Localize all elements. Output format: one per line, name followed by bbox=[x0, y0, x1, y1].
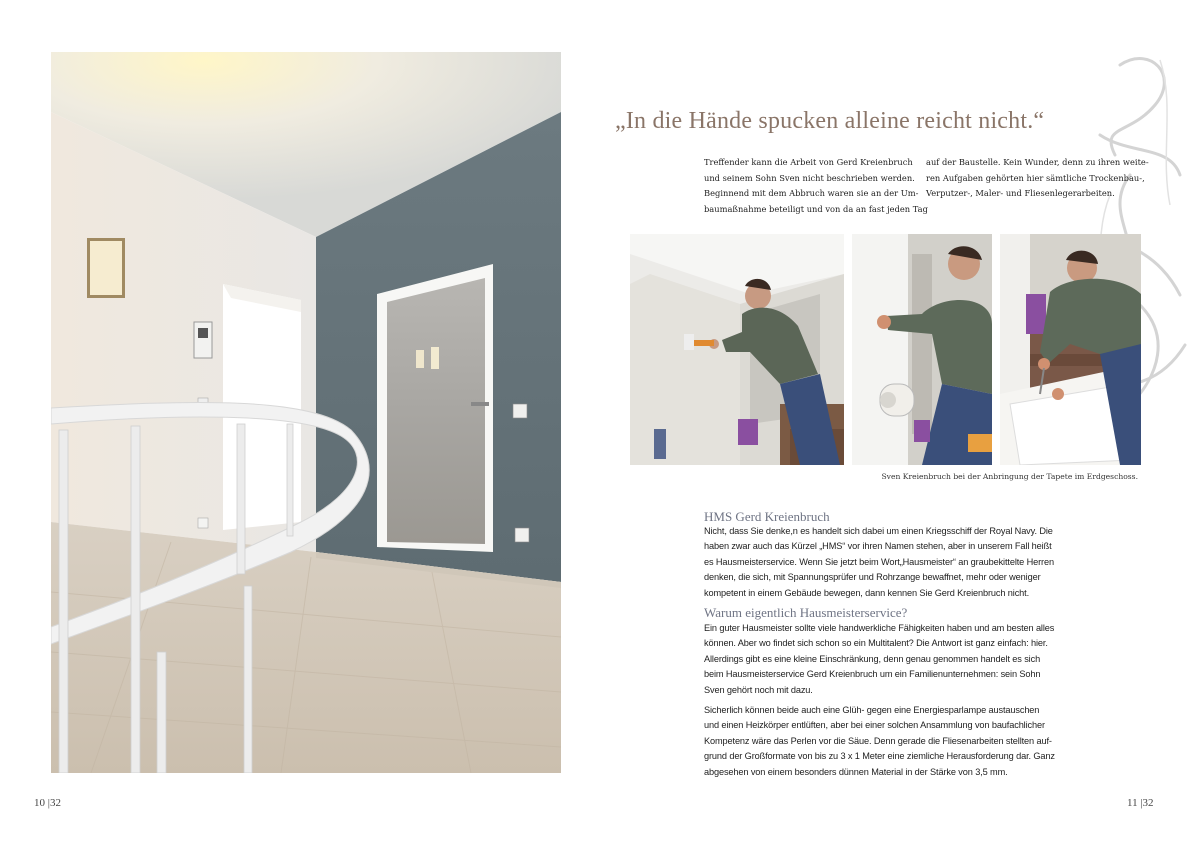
intro-line: auf der Baustelle. Kein Wunder, denn zu ihren weite- bbox=[926, 157, 1149, 167]
intro-line: ren Aufgaben gehörten hier sämtliche Trockenbau-, bbox=[926, 172, 1145, 183]
body-line: denken, die sich, mit Spannungsprüfer und Rohrzange bewaffnet, mehr oder weniger bbox=[704, 572, 1041, 583]
body-line: Nicht, dass Sie denke,n es handelt sich dabei um einen Kriegsschiff der Royal Navy. Die bbox=[704, 526, 1053, 536]
intro-line: Treffender kann die Arbeit von Gerd Kreienbruch bbox=[704, 157, 913, 167]
section-body-hms bbox=[704, 524, 1098, 601]
photo-painting-wall bbox=[630, 234, 844, 465]
body-line: kompetent in einem Gebäude bewegen, dann kennen Sie Gerd Kreienbruch nicht. bbox=[704, 587, 1030, 598]
body-line: es Hausmeisterservice. Wenn Sie jetzt beim Wort„Hausmeister“ an graubekittelte Herren bbox=[704, 556, 1054, 567]
photo-caption: Sven Kreienbruch bei der Anbringung der Tapete im Erdgeschoss. bbox=[881, 472, 1138, 481]
intro-column-2 bbox=[926, 155, 1149, 202]
photo-wallpaper-roll bbox=[852, 234, 992, 465]
intro-line: Verputzer-, Maler- und Fliesenlegerarbeiten. bbox=[926, 188, 1115, 198]
body-line: und einen Heizkörper entlüften, aber bei einer solchen Ansammlung von baufachlicher bbox=[704, 720, 1045, 731]
photo-cutting-wallpaper bbox=[1000, 234, 1141, 465]
intro-line: Beginnend mit dem Abbruch waren sie an der Um- bbox=[704, 188, 919, 198]
section-body-warum-para2 bbox=[704, 703, 1098, 780]
body-line: können. Aber wo findet sich schon so ein Multitalent? Die Antwort ist ganz einfach: hier. bbox=[704, 638, 1048, 649]
intro-column-1 bbox=[704, 155, 928, 217]
body-line: beim Hausmeisterservice Gerd Kreienbruch um ein Familienunternehmen: sein Sohn bbox=[704, 669, 1041, 680]
body-line: Ein guter Hausmeister sollte viele handwerkliche Fähigkeiten haben und am besten alles bbox=[704, 623, 1055, 633]
section-heading-hms: HMS Gerd Kreienbruch bbox=[704, 509, 830, 524]
section-body-warum-para1 bbox=[704, 621, 1098, 698]
stairwell-photo bbox=[51, 52, 561, 773]
body-line: Kompetenz wäre das Perlen vor die Säue. Denn gerade die Fliesenarbeiten stellten auf- bbox=[704, 735, 1052, 746]
body-line: abgesehen von einem besonders dünnen Material in der Stärke von 3,5 mm. bbox=[704, 766, 1008, 777]
body-line: Sven gehört noch mit dazu. bbox=[704, 684, 813, 695]
intro-line: baumaßnahme beteiligt und von da an fast jeden Tag bbox=[704, 203, 928, 214]
page-number-left: 10 |32 bbox=[34, 797, 61, 809]
body-line: Allerdings gibt es eine kleine Einschränkung, denn genau genommen handelt es sich bbox=[704, 653, 1041, 664]
section-heading-warum: Warum eigentlich Hausmeisterservice? bbox=[704, 605, 908, 620]
headline: „In die Hände spucken alleine reicht nicht.“ bbox=[615, 108, 1045, 134]
body-line: haben zwar auch das Kürzel „HMS“ vor ihren Namen stehen, aber in unserem Fall heißt bbox=[704, 541, 1052, 552]
body-line: grund der Großformate von bis zu 3 x 1 Meter eine ziemliche Herausforderung dar. Ganz bbox=[704, 751, 1055, 762]
intro-line: und seinem Sohn Sven nicht beschrieben werden. bbox=[704, 172, 915, 183]
body-line: Sicherlich können beide auch eine Glüh- gegen eine Energiesparlampe austauschen bbox=[704, 705, 1040, 715]
page-number-right: 11 |32 bbox=[1127, 797, 1154, 809]
